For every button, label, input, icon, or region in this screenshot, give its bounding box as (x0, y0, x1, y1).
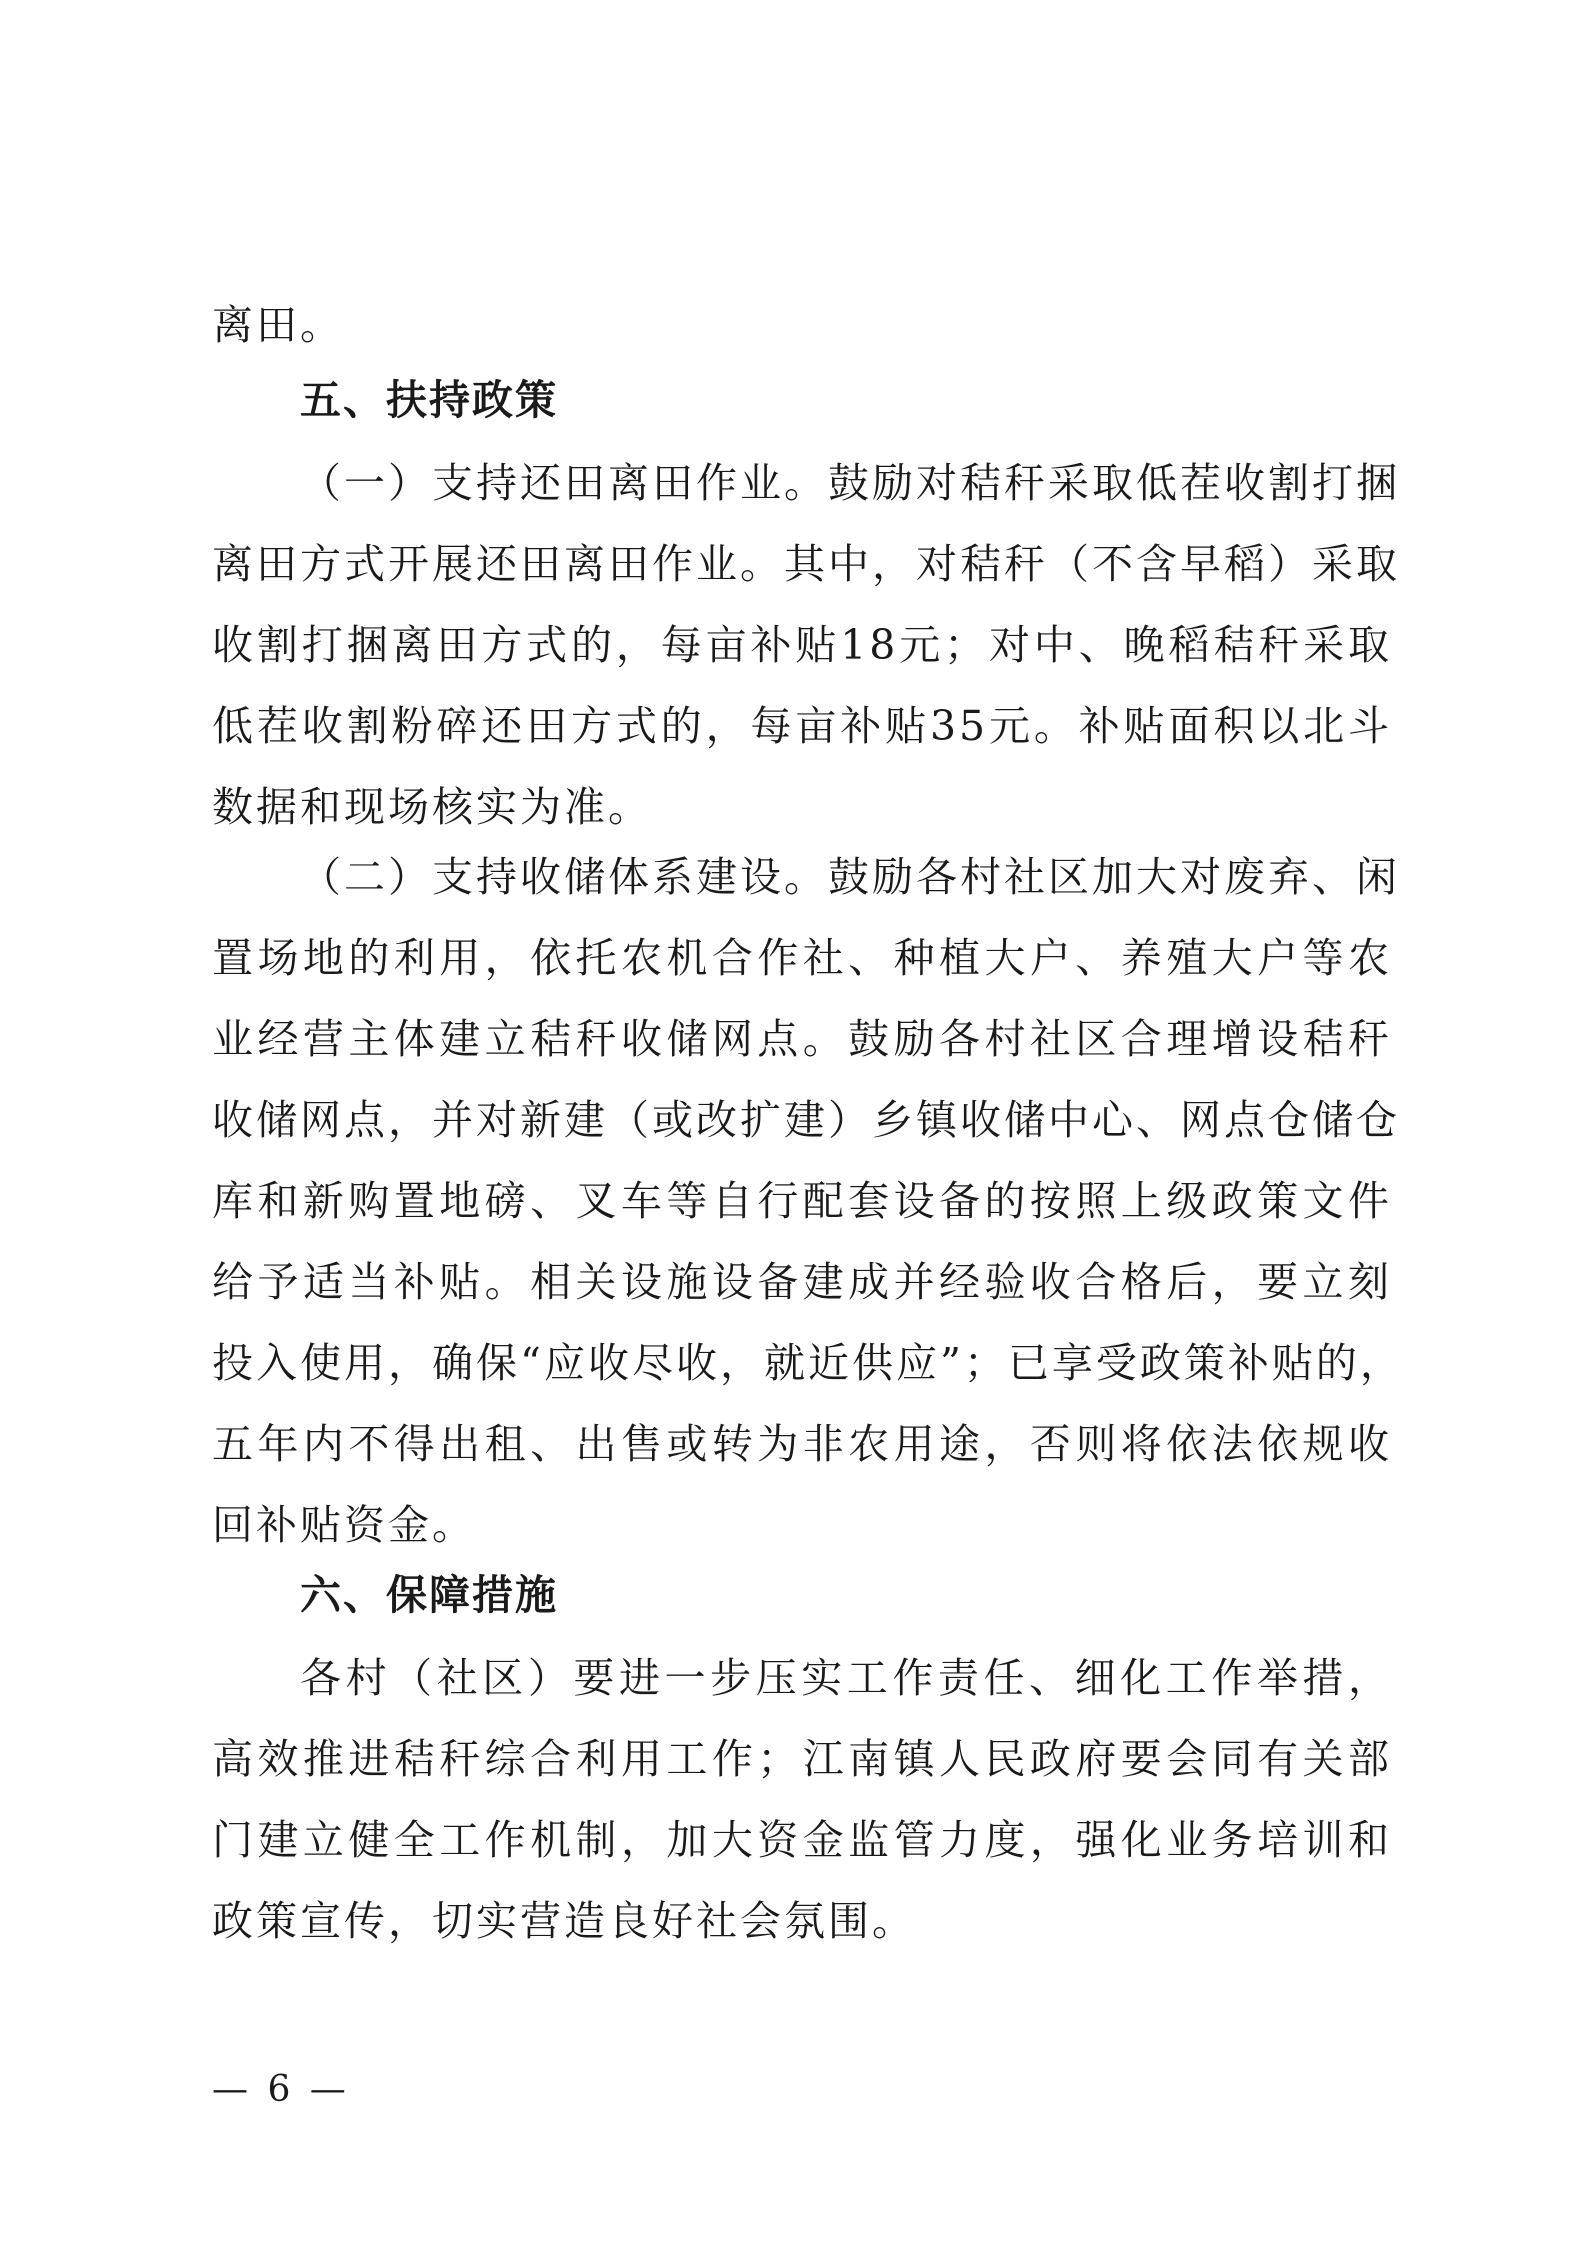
paragraph-line: 高效推进秸秆综合利用工作；江南镇人民政府要会同有关部 (212, 1735, 1392, 1783)
paragraph-line: 置场地的利用，依托农机合作社、种植大户、养殖大户等农 (212, 934, 1392, 982)
paragraph-line: 收割打捆离田方式的，每亩补贴18元；对中、晚稻秸秆采取 (212, 621, 1392, 669)
paragraph-line: 政策宣传，切实营造良好社会氛围。 (212, 1897, 916, 1945)
paragraph-line: （一）支持还田离田作业。鼓励对秸秆采取低茬收割打捆 (300, 459, 1400, 507)
paragraph-line: 给予适当补贴。相关设施设备建成并经验收合格后，要立刻 (212, 1258, 1392, 1306)
paragraph-continuation-line: 离田。 (212, 301, 344, 349)
section-heading-support-policies: 五、扶持政策 (300, 376, 558, 424)
paragraph-line: 库和新购置地磅、叉车等自行配套设备的按照上级政策文件 (212, 1177, 1392, 1225)
paragraph-line: 收储网点，并对新建（或改扩建）乡镇收储中心、网点仓储仓 (212, 1096, 1400, 1144)
section-heading-safeguard-measures: 六、保障措施 (300, 1571, 558, 1619)
paragraph-line: 各村（社区）要进一步压实工作责任、细化工作举措， (300, 1654, 1392, 1702)
paragraph-line: 低茬收割粉碎还田方式的，每亩补贴35元。补贴面积以北斗 (212, 702, 1392, 750)
paragraph-line: 门建立健全工作机制，加大资金监管力度，强化业务培训和 (212, 1816, 1392, 1864)
paragraph-line: 数据和现场核实为准。 (212, 783, 652, 831)
page-number: — 6 — (212, 2069, 350, 2110)
paragraph-line: 业经营主体建立秸秆收储网点。鼓励各村社区合理增设秸秆 (212, 1015, 1392, 1063)
paragraph-line: 五年内不得出租、出售或转为非农用途，否则将依法依规收 (212, 1420, 1392, 1468)
paragraph-line: 回补贴资金。 (212, 1501, 476, 1549)
paragraph-line: （二）支持收储体系建设。鼓励各村社区加大对废弃、闲 (300, 853, 1400, 901)
paragraph-line: 投入使用，确保“应收尽收，就近供应”；已享受政策补贴的， (212, 1339, 1404, 1387)
paragraph-line: 离田方式开展还田离田作业。其中，对秸秆（不含早稻）采取 (212, 540, 1400, 588)
